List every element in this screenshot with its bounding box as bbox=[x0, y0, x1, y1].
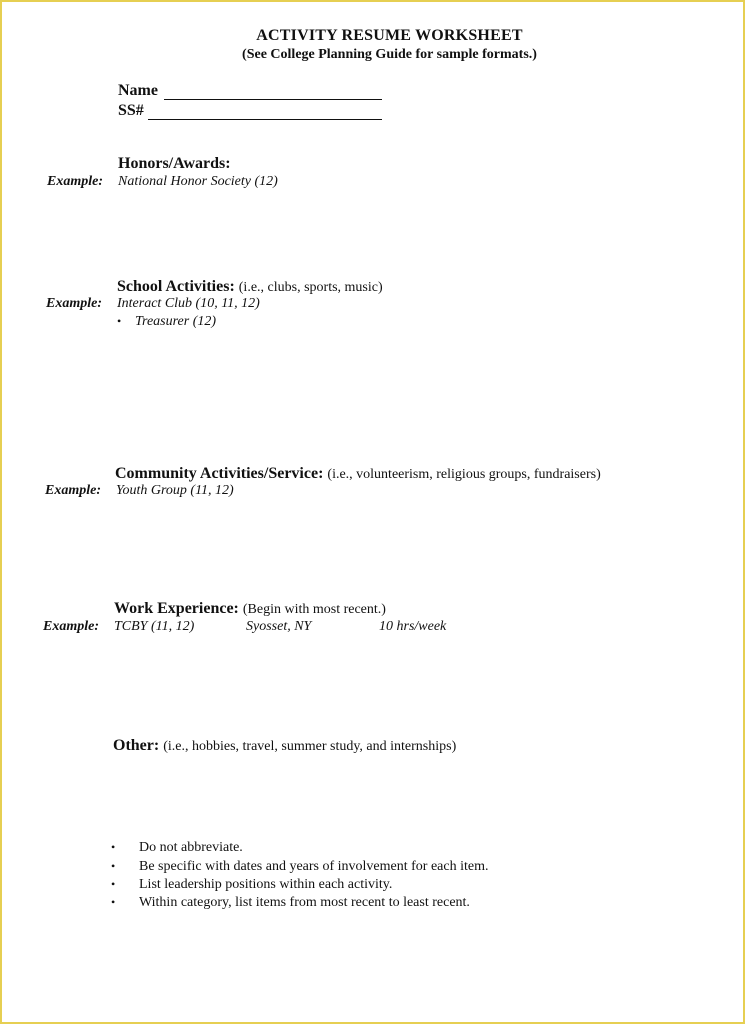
honors-heading bbox=[118, 155, 231, 173]
ss-label: SS# bbox=[118, 102, 144, 119]
tip-item bbox=[111, 895, 470, 911]
tip-text: List leadership positions within each activity. bbox=[139, 877, 393, 892]
honors-heading-label: Honors/Awards: bbox=[118, 155, 231, 172]
other-heading-note: (i.e., hobbies, travel, summer study, and internships) bbox=[163, 739, 457, 754]
tip-text: Within category, list items from most recent to least recent. bbox=[139, 895, 470, 910]
bullet-icon: • bbox=[111, 895, 116, 909]
work-example-label: Example: bbox=[43, 619, 99, 634]
school-example-text: Interact Club (10, 11, 12) bbox=[117, 296, 260, 311]
honors-example-text: National Honor Society (12) bbox=[118, 174, 278, 189]
school-heading bbox=[117, 278, 383, 296]
work-example-hours: 10 hrs/week bbox=[379, 619, 447, 634]
other-heading bbox=[113, 737, 456, 755]
school-sub-bullet bbox=[117, 314, 216, 330]
tip-item bbox=[111, 859, 489, 875]
community-heading-label: Community Activities/Service: bbox=[115, 465, 324, 482]
tip-text: Do not abbreviate. bbox=[139, 840, 243, 855]
honors-example-label: Example: bbox=[47, 174, 103, 189]
tip-item bbox=[111, 840, 243, 856]
tips-list bbox=[111, 840, 631, 920]
name-label: Name bbox=[118, 82, 158, 99]
ss-field-line[interactable] bbox=[148, 119, 382, 120]
community-heading-note: (i.e., volunteerism, religious groups, fundraisers) bbox=[327, 467, 601, 482]
bullet-icon: • bbox=[111, 877, 116, 891]
community-heading bbox=[115, 465, 601, 483]
work-heading-note: (Begin with most recent.) bbox=[242, 602, 386, 617]
bullet-icon: • bbox=[111, 859, 116, 873]
name-field-line[interactable] bbox=[164, 99, 382, 100]
work-heading-label: Work Experience: bbox=[114, 600, 239, 617]
bullet-icon: • bbox=[117, 314, 122, 328]
document-subtitle: (See College Planning Guide for sample formats.) bbox=[242, 47, 537, 62]
work-example-location: Syosset, NY bbox=[246, 619, 312, 634]
tip-text: Be specific with dates and years of involvement for each item. bbox=[139, 859, 489, 874]
school-sub-bullet-text: Treasurer (12) bbox=[135, 314, 217, 329]
other-heading-label: Other: bbox=[113, 737, 160, 754]
document-title: ACTIVITY RESUME WORKSHEET bbox=[256, 27, 523, 44]
tip-item bbox=[111, 877, 392, 893]
bullet-icon: • bbox=[111, 840, 116, 854]
school-example-label: Example: bbox=[46, 296, 102, 311]
work-heading bbox=[114, 600, 386, 618]
school-heading-note: (i.e., clubs, sports, music) bbox=[238, 280, 383, 295]
work-example-employer: TCBY (11, 12) bbox=[114, 619, 195, 634]
community-example-text: Youth Group (11, 12) bbox=[116, 483, 234, 498]
school-heading-label: School Activities: bbox=[117, 278, 235, 295]
community-example-label: Example: bbox=[45, 483, 101, 498]
